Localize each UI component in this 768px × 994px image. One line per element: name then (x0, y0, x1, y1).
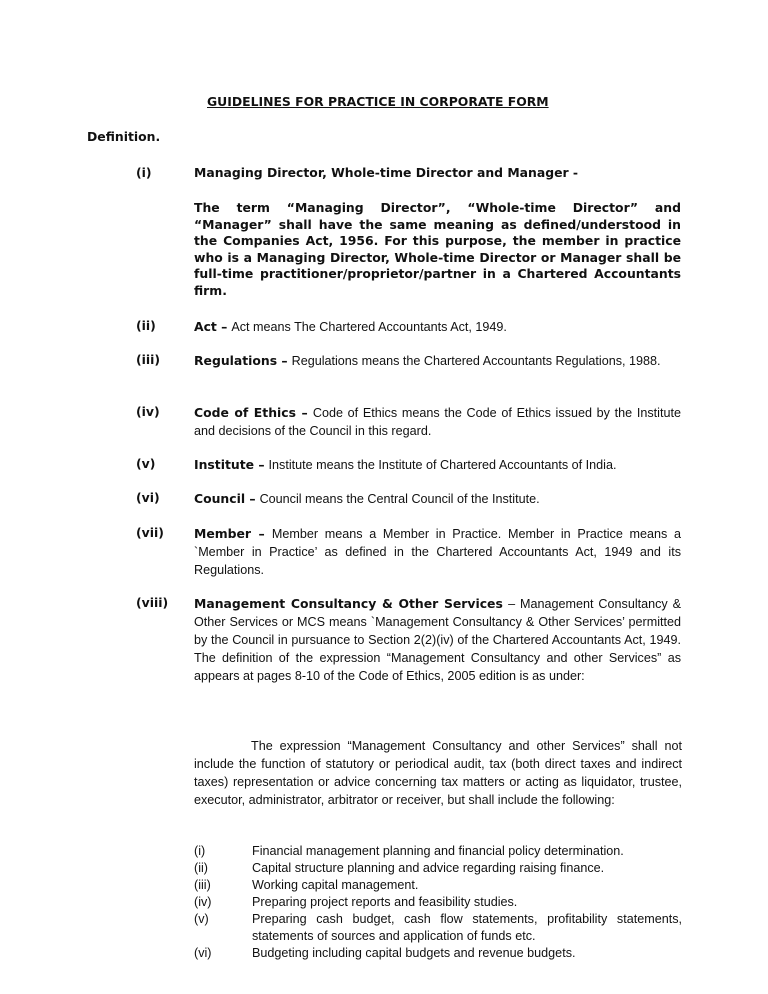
subitem-text: Preparing cash budget, cash flow statements, profitability statements, statements of sources and application of funds etc. (252, 912, 682, 943)
item-text: – Management Consultancy & Other Services or MCS means `Management Consultancy & Other Services’ permitted by the Council in pursuance to Section 2(2)(iv) of the Chartered Accountants Act, 1949. The definition of the expression “Management Consultancy and other Services” as appears at pages 8-10 of the Code of Ethics, 2005 edition is as under: (194, 597, 681, 683)
item-heading: Managing Director, Whole-time Director and Manager - (194, 165, 579, 180)
item-text: Institute means the Institute of Chartered Accountants of India. (268, 458, 617, 472)
item-number: (i) (136, 165, 152, 180)
list-item (194, 318, 681, 336)
item-text: Code of Ethics means the Code of Ethics issued by the Institute and decisions of the Council in this regard. (194, 406, 681, 438)
subitem-number: (v) (194, 912, 209, 926)
item-number: (viii) (136, 595, 169, 610)
item-term: Code of Ethics – (194, 405, 308, 420)
list-item (194, 404, 681, 440)
list-item (194, 456, 681, 474)
item-number: (vi) (136, 490, 160, 505)
list-item (194, 490, 681, 508)
item-text: The term “Managing Director”, “Whole-time Director” and “Manager” shall have the same meaning as defined/understood in the Companies Act, 1956. For this purpose, the member in practice who is a Managing Director, Whole-time Director or Manager shall be full-time practitioner/proprietor/partner in a Chartered Accountants firm. (194, 200, 681, 298)
item-number: (iv) (136, 404, 160, 419)
subitem-text: Financial management planning and financial policy determination. (252, 844, 624, 858)
item-term: Act – (194, 319, 228, 334)
subitem-number: (i) (194, 844, 206, 858)
item-number: (vii) (136, 525, 164, 540)
subitem-text: Working capital management. (252, 878, 419, 892)
subitem-text: Preparing project reports and feasibility studies. (252, 895, 518, 909)
subitem-number: (iv) (194, 895, 212, 909)
item-text: Council means the Central Council of the Institute. (259, 492, 540, 506)
item-term: Council – (194, 491, 256, 506)
subitem-text: Budgeting including capital budgets and revenue budgets. (252, 946, 576, 960)
list-item (194, 595, 681, 685)
item-text: Act means The Chartered Accountants Act, 1949. (231, 320, 507, 334)
item-text: Member means a Member in Practice. Member in Practice means a `Member in Practice’ as defined in the Chartered Accountants Act, 1949 and its Regulations. (194, 527, 681, 577)
list-item (194, 525, 681, 579)
item-number: (v) (136, 456, 156, 471)
document-title: GUIDELINES FOR PRACTICE IN CORPORATE FORM (207, 94, 549, 109)
subitem-number: (vi) (194, 946, 212, 960)
item-number: (iii) (136, 352, 161, 367)
item-term: Management Consultancy & Other Services (194, 596, 503, 611)
item-term: Regulations – (194, 353, 288, 368)
item-term: Institute – (194, 457, 265, 472)
subitem-number: (ii) (194, 861, 208, 875)
subitem-number: (iii) (194, 878, 211, 892)
list-item (194, 352, 681, 370)
item-text: Regulations means the Chartered Accountants Regulations, 1988. (291, 354, 661, 368)
subitem-text: Capital structure planning and advice regarding raising finance. (252, 861, 605, 875)
item-number: (ii) (136, 318, 156, 333)
quote-paragraph: The expression “Management Consultancy and other Services” shall not include the function of statutory or periodical audit, tax (both direct taxes and indirect taxes) representation or advice concerning tax matters or acting as liquidator, trustee, executor, administrator, arbitrator or receiver, but shall include the following: (194, 739, 682, 807)
item-term: Member – (194, 526, 265, 541)
definition-heading: Definition. (87, 129, 161, 144)
